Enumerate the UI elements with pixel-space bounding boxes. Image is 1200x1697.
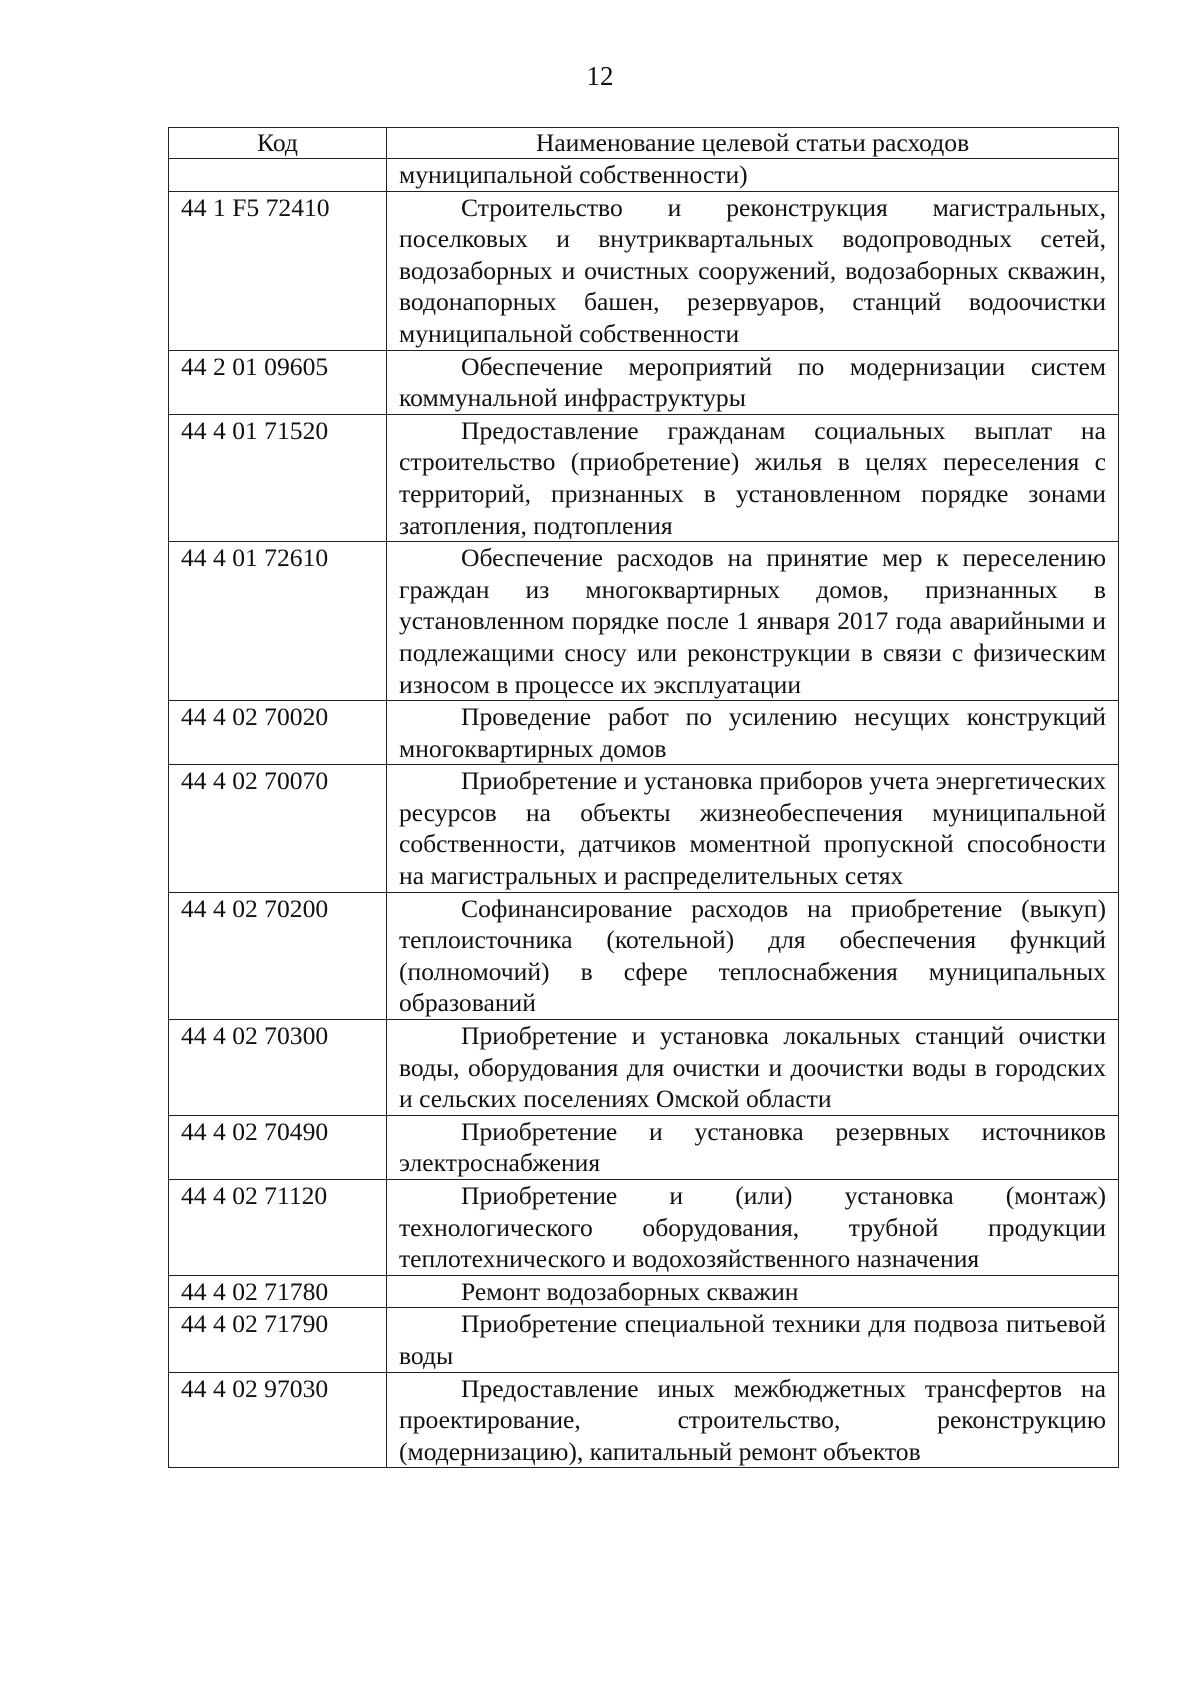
table-cell-code: 44 4 02 70490 (169, 1115, 387, 1179)
page-number: 12 (586, 61, 614, 91)
table-cell-code: 44 4 02 70070 (169, 765, 387, 892)
table-cell-code: 44 4 02 70300 (169, 1020, 387, 1116)
table-cell-code: 44 1 F5 72410 (169, 191, 387, 350)
table-cell-code: 44 4 02 71780 (169, 1275, 387, 1308)
table-row (169, 191, 1119, 350)
table-header-row (169, 128, 1119, 159)
table-cell-code: 44 4 02 70200 (169, 892, 387, 1019)
table-cell-name: Предоставление иных межбюджетных трансфертов на проектирование, строительство, реконструкцию (модернизацию), капитальный ремонт объектов (387, 1372, 1119, 1468)
table-cell-name: Приобретение и установка приборов учета энергетических ресурсов на объекты жизнеобеспечения муниципальной собственности, датчиков моментной пропускной способности на магистральных и распределительных сетях (387, 765, 1119, 892)
table-row (169, 542, 1119, 701)
table-cell-name: Приобретение специальной техники для подвоза питьевой воды (387, 1308, 1119, 1372)
table-cell-code: 44 4 01 72610 (169, 542, 387, 701)
table-row (169, 1180, 1119, 1276)
table-cell-name: Проведение работ по усилению несущих конструкций многоквартирных домов (387, 701, 1119, 765)
table-row (169, 1275, 1119, 1308)
table-cell-name: Обеспечение расходов на принятие мер к переселению граждан из многоквартирных домов, признанных в установленном порядке после 1 января 2017 года аварийными и подлежащими сносу или реконструкции в связи с физическим износом в процессе их эксплуатации (387, 542, 1119, 701)
table-cell-name: Приобретение и установка резервных источников электроснабжения (387, 1115, 1119, 1179)
table-row-continuation (169, 159, 1119, 192)
table-cell-name: муниципальной собственности) (387, 159, 1119, 192)
table-row (169, 1372, 1119, 1468)
table-row (169, 414, 1119, 541)
header-name: Наименование целевой статьи расходов (387, 128, 1119, 159)
table-cell-name: Софинансирование расходов на приобретение (выкуп) теплоисточника (котельной) для обеспечения функций (полномочий) в сфере теплоснабжения муниципальных образований (387, 892, 1119, 1019)
table-cell-code: 44 4 02 71790 (169, 1308, 387, 1372)
header-code: Код (169, 128, 387, 159)
table-cell-name: Предоставление гражданам социальных выплат на строительство (приобретение) жилья в целях переселения с территорий, признанных в установленном порядке зонами затопления, подтопления (387, 414, 1119, 541)
table-row (169, 1115, 1119, 1179)
table-cell-code: 44 4 02 97030 (169, 1372, 387, 1468)
table-cell-code: 44 4 02 71120 (169, 1180, 387, 1276)
table-row (169, 765, 1119, 892)
table-row (169, 1308, 1119, 1372)
table-row (169, 701, 1119, 765)
table-cell-code (169, 159, 387, 192)
table-cell-name: Ремонт водозаборных скважин (387, 1275, 1119, 1308)
table-cell-code: 44 2 01 09605 (169, 350, 387, 414)
table-row (169, 350, 1119, 414)
table-cell-name: Обеспечение мероприятий по модернизации систем коммунальной инфраструктуры (387, 350, 1119, 414)
table-cell-code: 44 4 01 71520 (169, 414, 387, 541)
table-row (169, 1020, 1119, 1116)
table-row (169, 892, 1119, 1019)
table-cell-name: Приобретение и (или) установка (монтаж) технологического оборудования, трубной продукции теплотехнического и водохозяйственного назначения (387, 1180, 1119, 1276)
table-cell-code: 44 4 02 70020 (169, 701, 387, 765)
budget-code-table (168, 127, 1119, 1468)
table-cell-name: Строительство и реконструкция магистральных, поселковых и внутриквартальных водопроводных сетей, водозаборных и очистных сооружений, водозаборных скважин, водонапорных башен, резервуаров, станций водоочистки муниципальной собственности (387, 191, 1119, 350)
table-cell-name: Приобретение и установка локальных станций очистки воды, оборудования для очистки и доочистки воды в городских и сельских поселениях Омской области (387, 1020, 1119, 1116)
